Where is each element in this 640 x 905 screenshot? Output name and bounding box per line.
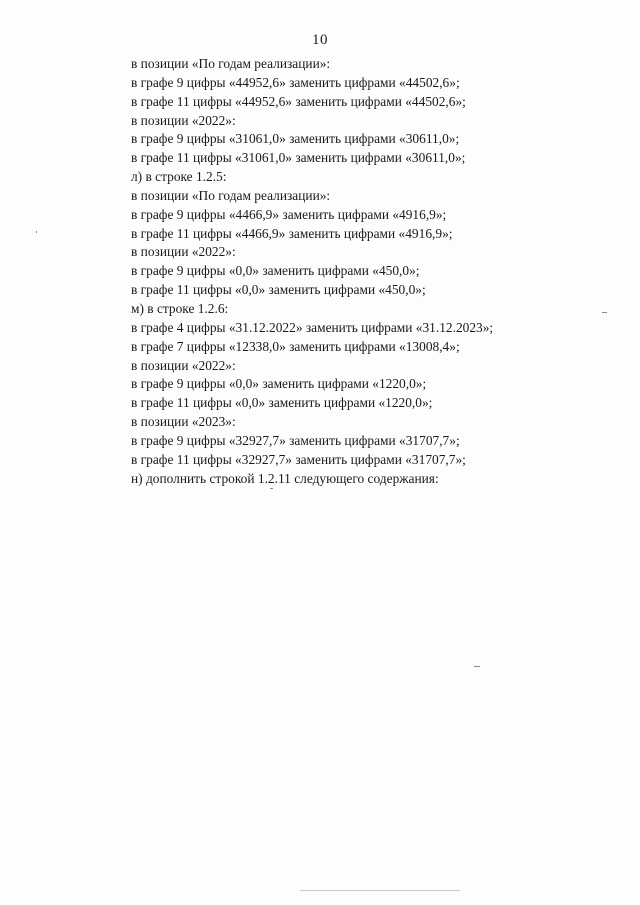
text-line: в позиции «По годам реализации»:: [131, 187, 331, 203]
text-line: в графе 11 цифры «4466,9» заменить цифрами «4916,9»;: [131, 225, 453, 241]
text-line: в графе 11 цифры «0,0» заменить цифрами «1220,0»;: [131, 395, 433, 411]
text-line: в графе 9 цифры «44952,6» заменить цифрами «44502,6»;: [131, 74, 460, 90]
text-line: в графе 9 цифры «0,0» заменить цифрами «1220,0»;: [131, 376, 427, 392]
text-line: в позиции «2023»:: [131, 414, 236, 430]
scan-speck: [36, 231, 37, 233]
text-line: в графе 9 цифры «32927,7» заменить цифрами «31707,7»;: [131, 432, 460, 448]
text-line: в графе 9 цифры «31061,0» заменить цифрами «30611,0»;: [131, 131, 460, 147]
scan-speck: [270, 488, 273, 489]
text-line: в графе 4 цифры «31.12.2022» заменить цифрами «31.12.2023»;: [131, 319, 494, 335]
document-body: [131, 55, 631, 488]
text-line: в позиции «2022»:: [131, 357, 236, 373]
scan-speck: [300, 890, 460, 891]
scan-speck: [602, 312, 607, 313]
text-line: в позиции «2022»:: [131, 244, 236, 260]
text-line: в графе 9 цифры «4466,9» заменить цифрами «4916,9»;: [131, 206, 447, 222]
scan-speck: [474, 666, 480, 667]
text-line: в графе 11 цифры «32927,7» заменить цифрами «31707,7»;: [131, 451, 466, 467]
text-line: в графе 11 цифры «0,0» заменить цифрами «450,0»;: [131, 282, 426, 298]
text-line: в графе 11 цифры «44952,6» заменить цифрами «44502,6»;: [131, 93, 466, 109]
text-line: л) в строке 1.2.5:: [131, 169, 227, 185]
text-line: в графе 9 цифры «0,0» заменить цифрами «450,0»;: [131, 263, 420, 279]
text-line: в позиции «По годам реализации»:: [131, 56, 331, 71]
text-line: в графе 7 цифры «12338,0» заменить цифрами «13008,4»;: [131, 338, 460, 354]
text-line: в позиции «2022»:: [131, 112, 236, 128]
page-number: 10: [312, 32, 328, 48]
text-line: н) дополнить строкой 1.2.11 следующего содержания:: [131, 470, 439, 486]
text-line: в графе 11 цифры «31061,0» заменить цифрами «30611,0»;: [131, 150, 466, 166]
text-line: м) в строке 1.2.6:: [131, 300, 229, 316]
